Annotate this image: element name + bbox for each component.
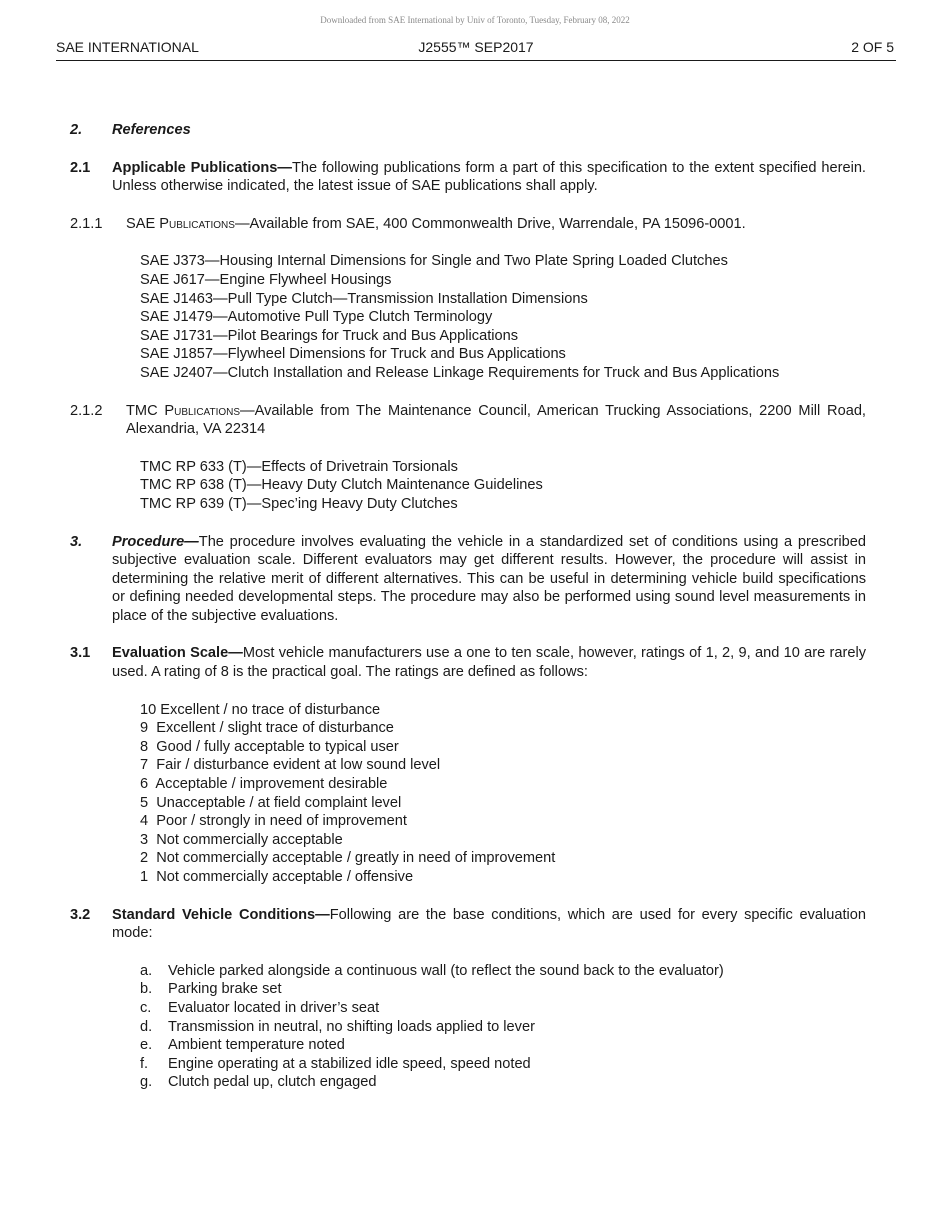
document-body [70, 121, 866, 1092]
section-title: Applicable Publications— [112, 159, 292, 176]
section-title: SAE Publications [126, 215, 235, 232]
section-2-1-2 [70, 402, 866, 439]
list-item: SAE J1463—Pull Type Clutch—Transmission Installation Dimensions [140, 290, 588, 307]
header-page-number: 2 OF 5 [851, 39, 894, 55]
item-letter: b. [140, 981, 153, 998]
item-text: Ambient temperature noted [168, 1037, 345, 1054]
item-letter: d. [140, 1018, 153, 1035]
list-item: SAE J1479—Automotive Pull Type Clutch Terminology [140, 309, 493, 326]
rating-item: 3 Not commercially acceptable [140, 831, 343, 848]
section-text: Most vehicle manufacturers use a one to ten scale, however, ratings of 1, 2, 9, and 10 are rarely used. A rating of 8 is the practical goal. The ratings are defined as follows: [112, 645, 866, 681]
section-title: Evaluation Scale— [112, 645, 243, 662]
section-text: Following are the base conditions, which are used for every specific evaluation mode: [112, 906, 866, 942]
condition-item [140, 1036, 866, 1055]
list-item: TMC RP 639 (T)—Spec’ing Heavy Duty Clutches [140, 495, 458, 512]
section-number: 3. [70, 533, 83, 550]
item-text: Transmission in neutral, no shifting loads applied to lever [168, 1018, 535, 1035]
rating-item: 6 Acceptable / improvement desirable [140, 776, 388, 793]
condition-item [140, 999, 866, 1018]
rating-scale-list [70, 701, 866, 887]
rating-item: 2 Not commercially acceptable / greatly in need of improvement [140, 850, 556, 867]
section-3 [70, 533, 866, 626]
item-text: Parking brake set [168, 981, 282, 998]
section-text: —Available from SAE, 400 Commonwealth Drive, Warrendale, PA 15096-0001. [234, 215, 746, 232]
section-title: TMC Publications [126, 402, 241, 419]
section-text: The procedure involves evaluating the vehicle in a standardized set of conditions using a prescribed subjective evaluation scale. Different evaluators may get different results. However, the procedure will assist in determining the relative merit of different alternatives. This can be useful in determining vehicle build specifications or defining needed developmental steps. The procedure may also be performed using sound level measurements in place of the subjective evaluations. [112, 533, 866, 624]
item-letter: e. [140, 1037, 153, 1054]
item-letter: g. [140, 1074, 153, 1091]
list-item: SAE J373—Housing Internal Dimensions for Single and Two Plate Spring Loaded Clutches [140, 253, 728, 270]
item-letter: a. [140, 962, 153, 979]
header-organization: SAE INTERNATIONAL [56, 39, 199, 55]
section-number: 2.1.2 [70, 402, 103, 419]
list-item: SAE J2407—Clutch Installation and Release Linkage Requirements for Truck and Bus Applications [140, 364, 780, 381]
item-text: Engine operating at a stabilized idle speed, speed noted [168, 1055, 531, 1072]
rating-item: 8 Good / fully acceptable to typical user [140, 738, 399, 755]
tmc-publications-list [70, 458, 866, 514]
item-text: Clutch pedal up, clutch engaged [168, 1074, 377, 1091]
section-title: References [112, 122, 191, 138]
list-item: SAE J1731—Pilot Bearings for Truck and Bus Applications [140, 327, 519, 344]
condition-item [140, 1073, 866, 1092]
sae-publications-list [70, 252, 866, 382]
section-text: The following publications form a part of this specification to the extent specified herein. Unless otherwise indicated, the latest issue of SAE publications shall apply. [112, 159, 866, 195]
section-title: Procedure— [112, 533, 199, 550]
rating-item: 7 Fair / disturbance evident at low sound level [140, 757, 441, 774]
section-number: 2.1.1 [70, 215, 103, 232]
condition-item [140, 1055, 866, 1074]
section-text: —Available from The Maintenance Council, American Trucking Associations, 2200 Mill Road, Alexandria, VA 22314 [126, 402, 866, 438]
condition-item [140, 962, 866, 981]
section-number: 3.1 [70, 645, 91, 662]
section-number: 3.2 [70, 906, 91, 923]
list-item: SAE J1857—Flywheel Dimensions for Truck and Bus Applications [140, 346, 566, 363]
condition-item [140, 980, 866, 999]
section-number: 2. [70, 122, 83, 138]
section-title: Standard Vehicle Conditions— [112, 906, 330, 923]
rating-item: 5 Unacceptable / at field complaint level [140, 794, 402, 811]
item-text: Vehicle parked alongside a continuous wall (to reflect the sound back to the evaluator) [168, 962, 724, 979]
item-letter: f. [140, 1055, 149, 1072]
list-item: SAE J617—Engine Flywheel Housings [140, 271, 392, 288]
condition-item [140, 1018, 866, 1037]
section-2-1-1 [70, 215, 866, 234]
list-item: TMC RP 633 (T)—Effects of Drivetrain Torsionals [140, 458, 458, 475]
rating-item: 4 Poor / strongly in need of improvement [140, 813, 407, 830]
section-2-heading [70, 121, 866, 140]
header-document-id: J2555™ SEP2017 [418, 39, 534, 55]
running-header [56, 38, 896, 61]
download-notice: Downloaded from SAE International by Univ of Toronto, Tuesday, February 08, 2022 [320, 15, 630, 25]
vehicle-conditions-list [70, 962, 866, 1092]
section-2-1 [70, 159, 866, 196]
section-number: 2.1 [70, 159, 91, 176]
rating-item: 10 Excellent / no trace of disturbance [140, 701, 381, 718]
item-letter: c. [140, 999, 152, 1016]
list-item: TMC RP 638 (T)—Heavy Duty Clutch Maintenance Guidelines [140, 477, 543, 494]
rating-item: 9 Excellent / slight trace of disturbance [140, 720, 394, 737]
section-3-1 [70, 644, 866, 681]
section-3-2 [70, 906, 866, 943]
rating-item: 1 Not commercially acceptable / offensive [140, 869, 414, 885]
item-text: Evaluator located in driver’s seat [168, 999, 380, 1016]
